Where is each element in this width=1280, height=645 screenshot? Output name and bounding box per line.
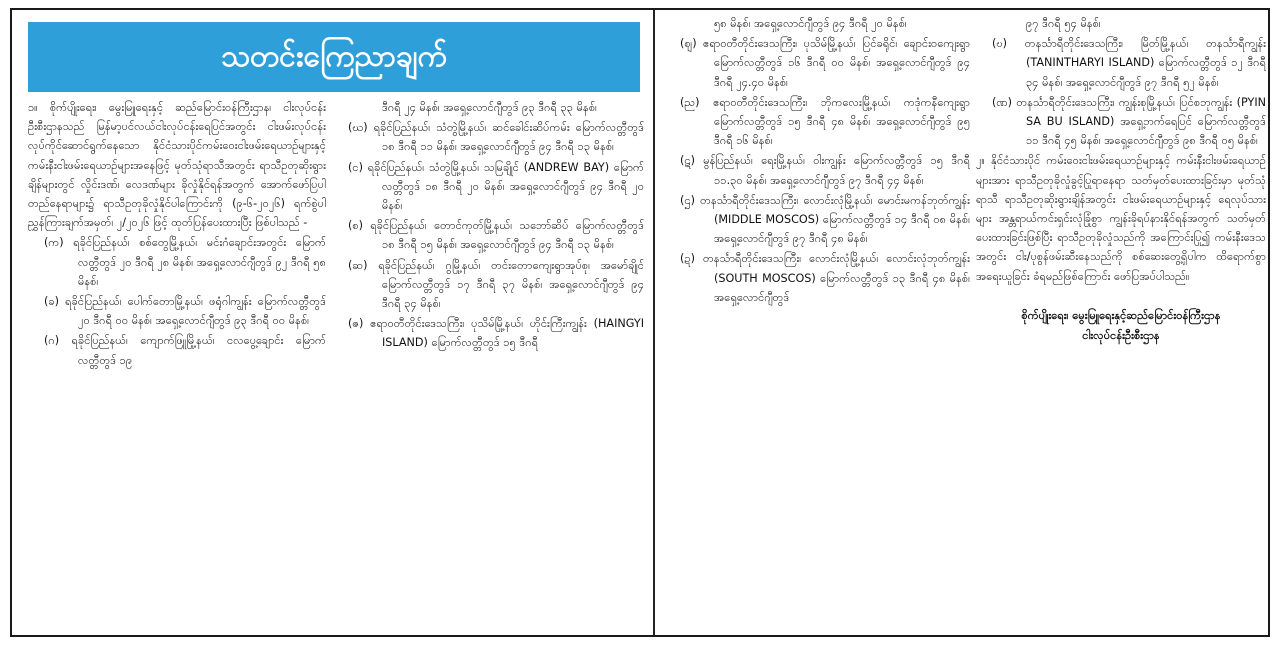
list-item-nya: (ည) ဧရာဝတီတိုင်းဒေသကြီး၊ ဘိုကလေးမြို့နယ်၊ ကဒုံကနီကျေးရွာ မြောက်လတ္တီတွဒ် ၁၅ ဒီဂရီ ၄၈ မိနစ်၊ အရှေ့လောင်ဂျီတွဒ် ၉၅ ဒီဂရီ ၁၆ မိနစ်၊	[680, 95, 970, 148]
column-2	[332, 98, 644, 634]
paragraph-1-intro: ၁။ စိုက်ပျိုးရေး၊ မွေးမြူရေးနှင့် ဆည်မြောင်းဝန်ကြီးဌာန၊ ငါးလုပ်ငန်းဦးစီးဌာနသည် မြန်မာ့ပင်လယ်ငါးလုပ်ငန်းရေပြင်အတွင်း ငါးဖမ်းလုပ်ငန်း လုပ်ကိုင်ဆောင်ရွက်နေသော နိုင်ငံသားပိုင်ကမ်းဝေးငါးဖမ်းရေယာဉ်များနှင့် ကမ်းနီးငါးဖမ်းရေယာဉ်များအနေဖြင့် မုတ်သုံရာသီအတွင်း ရာသီဥတုဆိုးရွားချိန်များတွင် လှိုင်းဒဏ်၊ လေဒဏ်များ ခိုလှုံနိုင်ရန်အတွက် အောက်ဖော်ပြပါတည်နေရာများ၌ ရာသီဥတုခိုလှုံနိုင်ပါကြောင်းကို (၉-၆-၂၀၂၆) ရက်စွဲပါ ညွှန်ကြားချက်အမှတ်၊ ၂/၂၀၂၆ ဖြင့် ထုတ်ပြန်ပေးထားပြီး ဖြစ်ပါသည် -	[28, 101, 326, 230]
list-item-gha: (ဃ) ရခိုင်ပြည်နယ်၊ သံတွဲမြို့နယ်၊ ဆင်ခေါင်းဆိပ်ကမ်း မြောက်လတ္တီတွဒ် ၁၈ ဒီဂရီ ၁၁ မိနစ်၊ အရှေ့လောင်ဂျီတွဒ် ၉၄ ဒီဂရီ ၁၃ မိနစ်၊	[348, 121, 644, 154]
list-item-kha: (ခ) ရခိုင်ပြည်နယ်၊ ပေါက်တောမြို့နယ်၊ ဖရုံဂါကျွန်း မြောက်လတ္တီတွဒ် ၂၀ ဒီဂရီ ၀၀ မိနစ်၊ အရှေ့လောင်ဂျီတွဒ် ၉၃ ဒီဂရီ ၀၀ မိနစ်၊	[44, 295, 326, 328]
list-item-dda-cont: ၉၇ ဒီဂရီ ၅၄ မိနစ်၊	[1026, 17, 1101, 30]
notice-title: သတင်းကြေညာချက်	[28, 22, 640, 92]
list-item-nga: (င) ရခိုင်ပြည်နယ်၊ သံတွဲမြို့နယ်၊ သမြချိုင် (ANDREW BAY) မြောက်လတ္တီတွဒ် ၁၈ ဒီဂရီ ၂၀ မိနစ်၊ အရှေ့လောင်ဂျီတွဒ် ၉၄ ဒီဂရီ ၂၀ မိနစ်၊	[348, 160, 644, 213]
list-item-za-cont: ၅၈ မိနစ်၊ အရှေ့လောင်ဂျီတွဒ် ၉၄ ဒီဂရီ ၂၀ မိနစ်၊	[714, 17, 907, 30]
column-divider	[653, 10, 655, 635]
list-item-zha: (ဈ) ဧရာဝတီတိုင်းဒေသကြီး၊ ပုသိမ်မြို့နယ်၊ ပြင်ခရိုင်၊ ချောင်းဝကျေးရွာ မြောက်လတ္တီတွဒ် ၁၆ ဒီဂရီ ၀၀ မိနစ်၊ အရှေ့လောင်ဂျီတွဒ် ၉၄ ဒီဂရီ ၂၄.၄၀ မိနစ်၊	[680, 37, 970, 89]
paragraph-2: ၂။ နိုင်ငံသားပိုင် ကမ်းဝေးငါးဖမ်းရေယာဉ်များနှင့် ကမ်းနီးငါးဖမ်းရေယာဉ်များအား ရာသီဥတုခိုလှုံခွင့်ပြုရာနေရာ သတ်မှတ်ပေးထားခြင်းမှာ မုတ်သုံရာသီ ရာသီဥတုဆိုးရွားချိန်အတွင်း ငါးဖမ်းရေယာဉ်များနှင့် ရေလုပ်သားများ အန္တရာယ်ကင်းရှင်းလုံခြုံစွာ ကျွန်းခိုရပ်နားနိုင်ရန်အတွက် သတ်မှတ်ပေးထားခြင်းဖြစ်ပြီး ရာသီဥတုခိုလှုံသည်ကို အကြောင်းပြု၍ ကမ်းနီးဒေသအတွင်း ငါး/ပုစွန်ဖမ်းဆီးနေသည်ကို စစ်ဆေးတွေ့ရှိပါက ထိရောက်စွာ အရေးယူခြင်း ခံရမည်ဖြစ်ကြောင်း ဖော်ပြအပ်ပါသည်။	[976, 154, 1266, 283]
list-item-hsa: (ဆ) ရခိုင်ပြည်နယ်၊ ဂွမြို့နယ်၊ တင်းတောကျေးရွာအုပ်စု၊ အမော်ချိုင် မြောက်လတ္တီတွဒ် ၁၇ ဒီဂရီ ၃၇ မိနစ်၊ အရှေ့လောင်ဂျီတွဒ် ၉၄ ဒီဂရီ ၃၄ မိနစ်၊	[348, 258, 644, 311]
list-item-ga: (ဂ) ရခိုင်ပြည်နယ်၊ ကျောက်ဖြူမြို့နယ်၊ ငလပွေ့ချောင်း မြောက်လတ္တီတွဒ် ၁၉	[44, 334, 326, 367]
column-1	[28, 98, 326, 634]
column-4	[976, 14, 1266, 634]
list-item-ddha: (ဎ) တနင်္သာရီတိုင်းဒေသကြီး၊ မြိတ်မြို့နယ်၊ တနင်္သာရီကျွန်း (TANINTHARYI ISLAND) မြောက်လတ္တီတွဒ် ၁၂ ဒီဂရီ ၃၄ မိနစ်၊ အရှေ့လောင်ဂျီတွဒ် ၉၇ ဒီဂရီ ၅၂ မိနစ်၊	[992, 37, 1266, 89]
signature-ministry: စိုက်ပျိုးရေး၊ မွေးမြူရေးနှင့်ဆည်မြောင်းဝန်ကြီးဌာန	[1021, 308, 1221, 322]
list-item-nna: (ဏ) တနင်္သာရီတိုင်းဒေသကြီး၊ ကျွန်းစုမြို့နယ်၊ ပြင်စဘုကျွန်း (PYIN SA BU ISLAND) အရှေ့ဘက်ရေပြင် မြောက်လတ္တီတွဒ် ၁၁ ဒီဂရီ ၄၅ မိနစ်၊ အရှေ့လောင်ဂျီတွဒ် ၉၈ ဒီဂရီ ၀၅ မိနစ်၊	[992, 95, 1266, 148]
list-item-za: (ဇ) ဧရာဝတီတိုင်းဒေသကြီး၊ ပုသိမ်မြို့နယ်၊ ဟိုင်းကြီးကျွန်း (HAINGYI ISLAND) မြောက်လတ္တီတွဒ် ၁၅ ဒီဂရီ	[348, 317, 644, 350]
list-item-tta: (ဋ) မွန်ပြည်နယ်၊ ရေးမြို့နယ်၊ ဝါးကျွန်း မြောက်လတ္တီတွဒ် ၁၅ ဒီဂရီ ၁၁.၃၀ မိနစ်၊ အရှေ့လောင်ဂျီတွဒ် ၉၇ ဒီဂရီ ၄၄ မိနစ်၊	[680, 154, 970, 187]
list-item-dda: (ဍ) တနင်္သာရီတိုင်းဒေသကြီး၊ လောင်းလုံမြို့နယ်၊ လောင်းလုံဘုတ်ကျွန်း (SOUTH MOSCOS) မြောက်လတ္တီတွဒ် ၁၃ ဒီဂရီ ၄၈ မိနစ်၊ အရှေ့လောင်ဂျီတွဒ်	[680, 252, 970, 304]
notice-frame	[10, 8, 1270, 637]
list-item-ka: (က) ရခိုင်ပြည်နယ်၊ စစ်တွေမြို့နယ်၊ မင်းဂံချောင်းအတွင်း မြောက်လတ္တီတွဒ် ၂၀ ဒီဂရီ ၂၈ မိနစ်၊ အရှေ့လောင်ဂျီတွဒ် ၉၂ ဒီဂရီ ၅၈ မိနစ်၊	[44, 236, 326, 288]
list-item-ttha: (ဌ) တနင်္သာရီတိုင်းဒေသကြီး၊ လောင်းလုံမြို့နယ်၊ မောင်းမကန်ဘုတ်ကျွန်း (MIDDLE MOSCOS) မြောက်လတ္တီတွဒ် ၁၄ ဒီဂရီ ၀၈ မိနစ်၊ အရှေ့လောင်ဂျီတွဒ် ၉၇ ဒီဂရီ ၄၈ မိနစ်၊	[680, 193, 970, 246]
list-item-sa: (စ) ရခိုင်ပြည်နယ်၊ တောင်ကုတ်မြို့နယ်၊ သဘော်ဆိပ် မြောက်လတ္တီတွဒ် ၁၈ ဒီဂရီ ၁၅ မိနစ်၊ အရှေ့လောင်ဂျီတွဒ် ၉၄ ဒီဂရီ ၁၃ မိနစ်၊	[348, 219, 644, 252]
column-3	[664, 14, 970, 634]
signature-department: ငါးလုပ်ငန်းဦးစီးဌာန	[1082, 329, 1160, 343]
list-item-ga-cont: ဒီဂရီ ၂၄ မိနစ်၊ အရှေ့လောင်ဂျီတွဒ် ၉၃ ဒီဂရီ ၃၃ မိနစ်၊	[382, 101, 597, 114]
